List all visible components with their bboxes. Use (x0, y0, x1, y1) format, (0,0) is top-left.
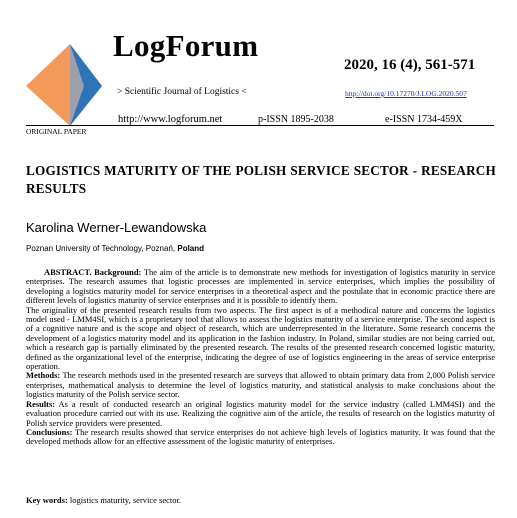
abstract-section (26, 268, 495, 447)
affiliation-country: Poland (177, 244, 205, 253)
abstract-results (26, 400, 495, 428)
issue-info: 2020, 16 (4), 561-571 (344, 57, 476, 73)
p-issn: p-ISSN 1895-2038 (258, 114, 334, 125)
journal-url[interactable]: http://www.logforum.net (118, 114, 223, 125)
results-label: Results: (26, 398, 56, 409)
background-label: Background: (94, 267, 142, 277)
abstract-conclusions (26, 428, 495, 447)
conclusions-label: Conclusions: (26, 426, 73, 437)
keywords-label: Key words: (26, 495, 68, 505)
e-issn: e-ISSN 1734-459X (385, 114, 463, 125)
methods-text: The research methods used in the presented research are surveys that allowed to obtain primary data from 2,000 Polish service enterprises, mathematical analysis to determine the level of logistics maturity, and statistical analysis to make conclusions about the logistics maturity of the Polish service sector. (26, 370, 495, 400)
abstract-background (26, 268, 495, 306)
header-divider (26, 125, 494, 126)
abstract-originality: The originality of the presented research results from two aspects. The first aspect is of a methodical nature and concerns the logistics model used - LMM4SI, which is a proprietary tool that allows to assess the logistics maturity of a service enterprise. The second aspect is of a cognitive nature and is the scope and object of research, which are underrepresented in the literature. Some research concerns the development of a logistics maturity model and its application in the fashion industry. In Poland, similar studies are not being carried out, which a research gap is partially eliminated by the presented research. The results of the presented research concerned logistic maturity, defined as the organizational level of the enterprise, indicating the degree of use of logistics engineering in the areas of service enterprise operation. (26, 304, 495, 372)
conclusions-text: The research results showed that service enterprises do not achieve high levels of logistics maturity. It was found that the developed methods allow for an effective assessment of the logistic maturity of enterprises. (26, 426, 495, 447)
journal-name: LogForum (113, 28, 259, 63)
keywords-text: logistics maturity, service sector. (69, 495, 182, 505)
journal-tagline: > Scientific Journal of Logistics < (117, 87, 247, 97)
abstract-methods (26, 371, 495, 399)
logo-orange-triangle (26, 44, 70, 126)
doi-link[interactable]: http://doi.org/10.17270/J.LOG.2020.507 (345, 89, 467, 98)
article-title: LOGISTICS MATURITY OF THE POLISH SERVICE SECTOR - RESEARCH RESULTS (26, 163, 496, 196)
affiliation-org: Poznan University of Technology, Poznań, (26, 244, 176, 253)
methods-label: Methods: (26, 370, 61, 381)
author-name: Karolina Werner-Lewandowska (26, 220, 207, 235)
results-text: As a result of conducted research an original logistics maturity model for the service industry (called LMM4SI) and the evaluation procedure carried out with its use. Realizing the cognitive aim of the article, the results of research on the logistics maturity of Polish service providers were presented. (26, 398, 495, 428)
keywords (26, 495, 181, 505)
background-text: The aim of the article is to demonstrate new methods for investigation of logistics maturity in service enterprises. The research assumes that logistic processes are implemented in service enterprises, which implies the possibility of developing a logistics maturity model for service enterprises in a theoretical aspect and the postulate that in economic practice there are different levels of logistics maturity of service enterprises and it is possible to identify them. (26, 267, 495, 306)
author-affiliation (26, 244, 204, 253)
abstract-label: ABSTRACT. (44, 267, 92, 277)
paper-type: ORIGINAL PAPER (26, 127, 87, 136)
logforum-logo-icon (26, 44, 102, 126)
